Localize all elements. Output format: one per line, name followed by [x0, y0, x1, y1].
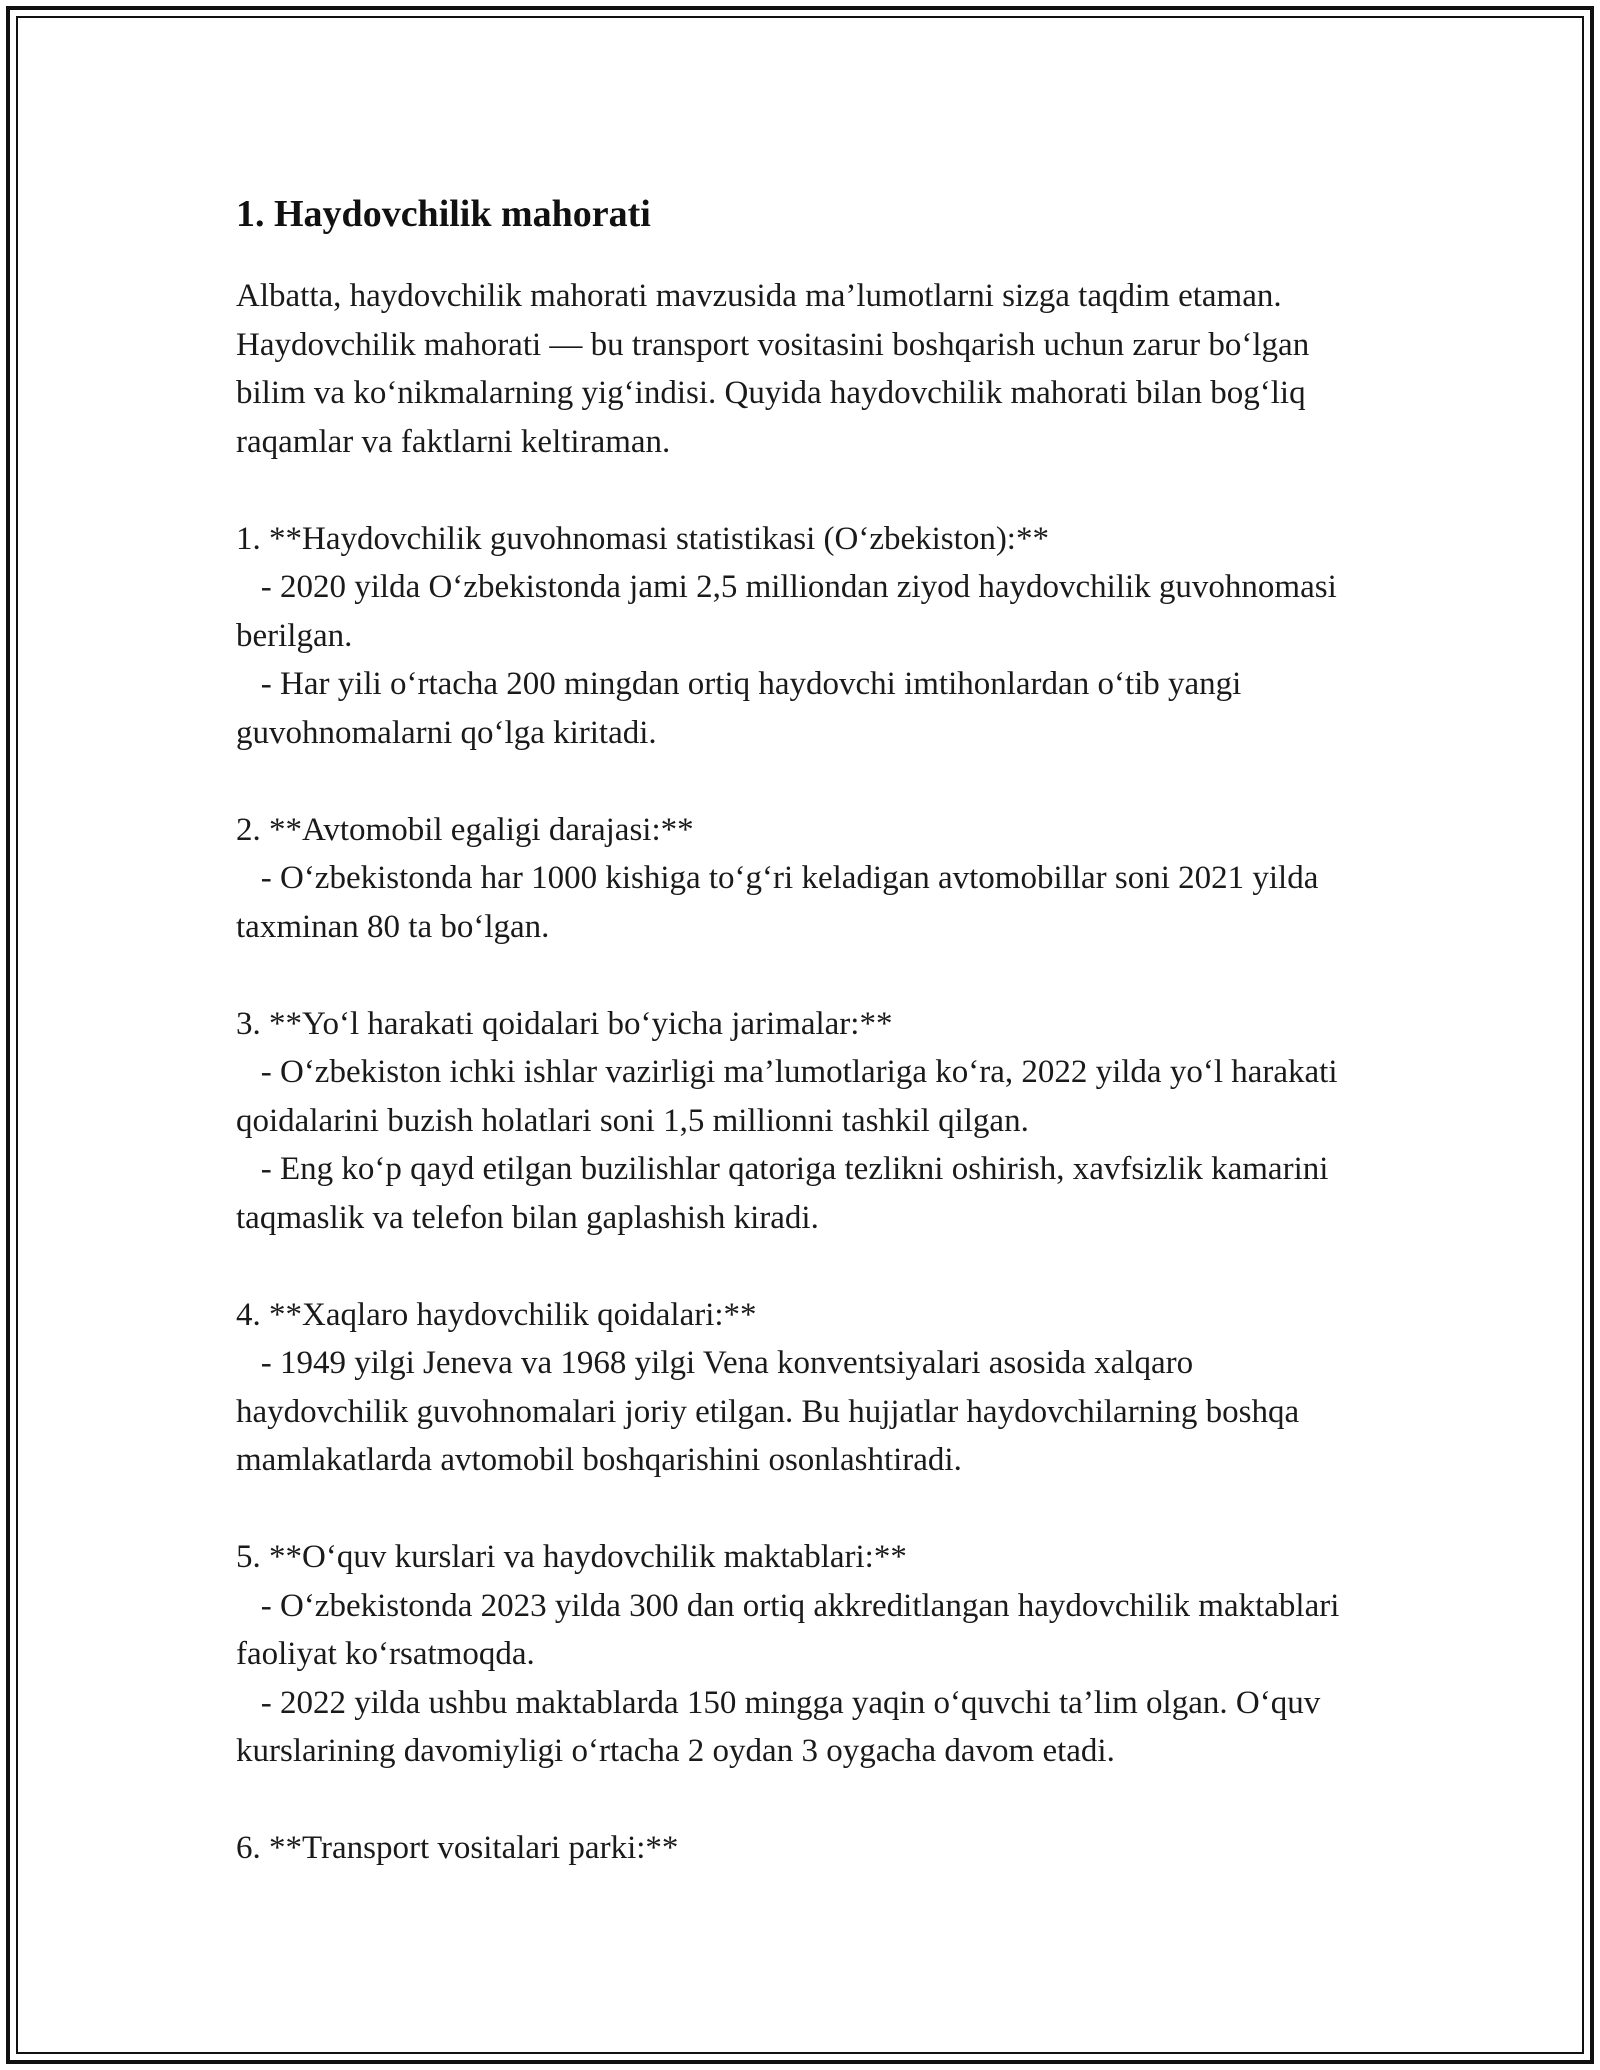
item-point: - O‘zbekistonda har 1000 kishiga to‘g‘ri keladigan avtomobillar soni 2021 yilda taxminan 80 ta bo‘lgan. — [236, 860, 1319, 945]
item-point: - O‘zbekistonda 2023 yilda 300 dan ortiq akkreditlangan haydovchilik maktablari faoliyat ko‘rsatmoqda. — [236, 1587, 1340, 1672]
item-title: 6. **Transport vositalari parki:** — [236, 1830, 679, 1866]
item-point: - 1949 yilgi Jeneva va 1968 yilgi Vena konventsiyalari asosida xalqaro haydovchilik guvohnomalari joriy etilgan. Bu hujjatlar haydovchilarning boshqa mamlakatlarda avtomobil boshqarishini osonlashtiradi. — [236, 1345, 1300, 1478]
list-item — [236, 1533, 1366, 1776]
document-heading: 1. Haydovchilik mahorati — [236, 193, 651, 235]
item-title: 5. **O‘quv kurslari va haydovchilik maktablari:** — [236, 1539, 907, 1575]
document-body — [236, 186, 1366, 1873]
item-point: - 2020 yilda O‘zbekistonda jami 2,5 milliondan ziyod haydovchilik guvohnomasi berilgan. — [236, 569, 1337, 654]
item-point: - O‘zbekiston ichki ishlar vazirligi ma’lumotlariga ko‘ra, 2022 yilda yo‘l harakati qoidalarini buzish holatlari soni 1,5 millionni tashkil qilgan. — [236, 1054, 1338, 1139]
list-item — [236, 515, 1366, 758]
list-item — [236, 1824, 1366, 1873]
item-title: 4. **Xaqlaro haydovchilik qoidalari:** — [236, 1296, 757, 1333]
list-item — [236, 806, 1366, 952]
list-item — [236, 1000, 1366, 1243]
item-title: 3. **Yo‘l harakati qoidalari bo‘yicha jarimalar:** — [236, 1005, 893, 1042]
item-point: - Eng ko‘p qayd etilgan buzilishlar qatoriga tezlikni oshirish, xavfsizlik kamarini taqmaslik va telefon bilan gaplashish kiradi. — [236, 1151, 1329, 1236]
item-point: - Har yili o‘rtacha 200 mingdan ortiq haydovchi imtihonlardan o‘tib yangi guvohnomalarni qo‘lga kiritadi. — [236, 666, 1242, 751]
item-title: 2. **Avtomobil egaligi darajasi:** — [236, 811, 694, 848]
intro-paragraph: Albatta, haydovchilik mahorati mavzusida ma’lumotlarni sizga taqdim etaman. Haydovchilik mahorati — bu transport vositasini boshqarish uchun zarur bo‘lgan bilim va ko‘nikmalarning yig‘indisi. Quyida haydovchilik mahorati bilan bog‘liq raqamlar va faktlarni keltiraman. — [236, 278, 1310, 460]
item-point: - 2022 yilda ushbu maktablarda 150 mingga yaqin o‘quvchi ta’lim olgan. O‘quv kurslarining davomiyligi o‘rtacha 2 oydan 3 oygacha davom etadi. — [236, 1684, 1321, 1769]
item-title: 1. **Haydovchilik guvohnomasi statistikasi (O‘zbekiston):** — [236, 520, 1049, 557]
list-item — [236, 1291, 1366, 1485]
